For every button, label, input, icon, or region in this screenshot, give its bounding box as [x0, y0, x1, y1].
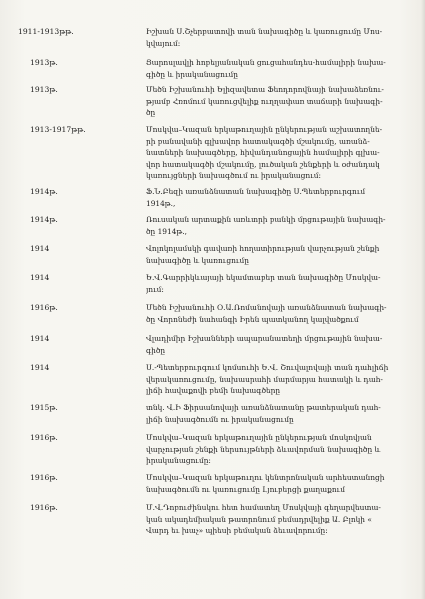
- entry-line: կվայում:: [146, 38, 181, 48]
- entry-line: Մոսկվա–Կազան երկաթուղու կենտրոնական արհեստանոցի: [146, 473, 385, 482]
- entry-line: կան ակադեմիական թատրոնում բեմադրվելիք Ա. Բլոկի «: [146, 514, 372, 524]
- entry-line: նատների նախագծերը, հիվանդանոցային համալիրի գլխա-: [146, 148, 380, 158]
- entry-line: Ֆ.Ն.Բեզի առանձնատան նախագիծը Ս.Պետերբուրգում: [146, 187, 366, 196]
- entry-description: [146, 272, 396, 295]
- entry-description: [146, 333, 396, 356]
- entry-description: [146, 432, 396, 467]
- entry-line: լիճի հավաքովի բեմի նախագծերը: [146, 386, 281, 396]
- entry-date: 1914թ.: [30, 215, 58, 224]
- entry-line: վերակառուցումը, նախասրահի մարմարյա հատակի և դահ-: [146, 374, 383, 384]
- entry-line: թյամբ Հռոմում կառուցվելիք ուղղափառ տաճարի նախագի-: [146, 96, 383, 106]
- entry-line: Ս.-Պետերբուրգում կոմսուհի Ե.Վ. Շուվալովայի տան դահլիճի: [146, 363, 389, 372]
- entry-date: 1914թ.: [30, 187, 58, 196]
- entry-line: Մեծն Իշխանուհի Օ.Ա.Ռոմանովայի առանձնատան նախագի-: [146, 303, 387, 312]
- entry-date: 1916թ.: [30, 473, 58, 482]
- entry-line: 1914թ.,: [146, 198, 176, 208]
- entry-description: [146, 362, 396, 397]
- entry-date: 1914: [30, 363, 50, 372]
- entry-line: Մեծն Իշխանուհի Ելիզավետա Ֆեոդորովնայի նախաձեռնու-: [146, 85, 384, 94]
- entry-description: [146, 472, 396, 495]
- entry-date: 1916թ.: [30, 503, 58, 512]
- entry-description: [146, 186, 396, 209]
- entry-line: Մոսկվա–Կազան երկաթուղային ընկերության աշխատողնե-: [146, 125, 383, 134]
- entry-line: Մ.Վ.Դոբուժինսկու հետ համատեղ Մոսկվայի գեղարվեստա-: [146, 503, 381, 512]
- entry-date: 1913-1917թթ.: [30, 125, 86, 134]
- entry-description: [146, 402, 396, 425]
- entry-description: [146, 124, 396, 182]
- entry-line: նախագծումն ու կառուցումը Լյուբերցի քաղաքում: [146, 484, 345, 494]
- entry-line: վարչության շենքի ներսույթների ձևավորման նախագիծը և: [146, 444, 381, 454]
- entry-date: 1916թ.: [30, 303, 58, 312]
- entry-line: յում:: [146, 284, 164, 294]
- entry-line: Յարոսլավլի հոբելյանական ցուցահանդես-համալիրի նախա-: [146, 58, 386, 67]
- entry-line: ծը Վորոնեժի նահանգի Իրեն պատկանող կալվածքում: [146, 314, 359, 324]
- entry-description: [146, 243, 396, 266]
- entry-date: 1911-1913թթ.: [18, 27, 74, 36]
- entry-description: [146, 84, 396, 119]
- entry-line: տնկ. Վ.Ի Ֆիրսանովայի առանձնատանը թատերական դահ-: [146, 403, 381, 412]
- entry-date: 1913թ.: [30, 85, 58, 94]
- entry-line: Վոլոկոլամսկի գավառի հողատիրության վարչության շենքի: [146, 244, 380, 253]
- entry-description: [146, 57, 396, 80]
- page-edge-shadow: [421, 0, 425, 599]
- entry-line: կառույցների նախագծում ու իրականացում:: [146, 171, 322, 181]
- entry-line: Վլադիմիր Իշխանների ապարանատեղի մրցութային նախա-: [146, 334, 383, 343]
- entry-line: գիծը և իրականացումը: [146, 69, 238, 79]
- entry-description: [146, 26, 396, 49]
- entry-line: գիծը: [146, 345, 166, 355]
- entry-date: 1915թ.: [30, 403, 58, 412]
- entry-description: [146, 302, 396, 325]
- entry-date: 1914: [30, 244, 50, 253]
- entry-line: Իշխան Ս.Շչերբատովի տան նախագիծը և կառուցումը Մոս-: [146, 27, 383, 36]
- entry-line: նախագիծը և կառուցումը: [146, 255, 249, 265]
- entry-line: ծը: [146, 108, 156, 118]
- entry-line: վոր հատակագծի մշակումը, լուծական շենքերի և օժանդակ: [146, 159, 380, 169]
- entry-date: 1916թ.: [30, 433, 58, 442]
- entry-line: Ե.Վ.Գարրիկևայայի եկամտաբեր տան նախագիծը Մոսկվա-: [146, 273, 381, 282]
- entry-line: ծը 1914թ.,: [146, 226, 187, 236]
- entry-line: Ռուսական արտաքին առևտրի բանկի մրցութային նախագի-: [146, 215, 386, 224]
- entry-date: 1913թ.: [30, 58, 58, 67]
- entry-description: [146, 214, 396, 237]
- entry-line: Վարդ եւ խաչ» պիեսի բեմական ձեւավորումը:: [146, 526, 328, 536]
- entry-line: լիճի նախագծումն ու իրականացումը: [146, 414, 294, 424]
- entry-date: 1914: [30, 334, 50, 343]
- entry-date: 1914: [30, 273, 50, 282]
- entry-line: Մոսկվա–Կազան երկաթուղային ընկերության մոսկովյան: [146, 433, 372, 442]
- entry-description: [146, 502, 396, 537]
- entry-line: րի բանավանի գլխավոր հատակագծի մշակումը, առանձ-: [146, 136, 370, 146]
- entry-line: իրականացումը:: [146, 456, 211, 466]
